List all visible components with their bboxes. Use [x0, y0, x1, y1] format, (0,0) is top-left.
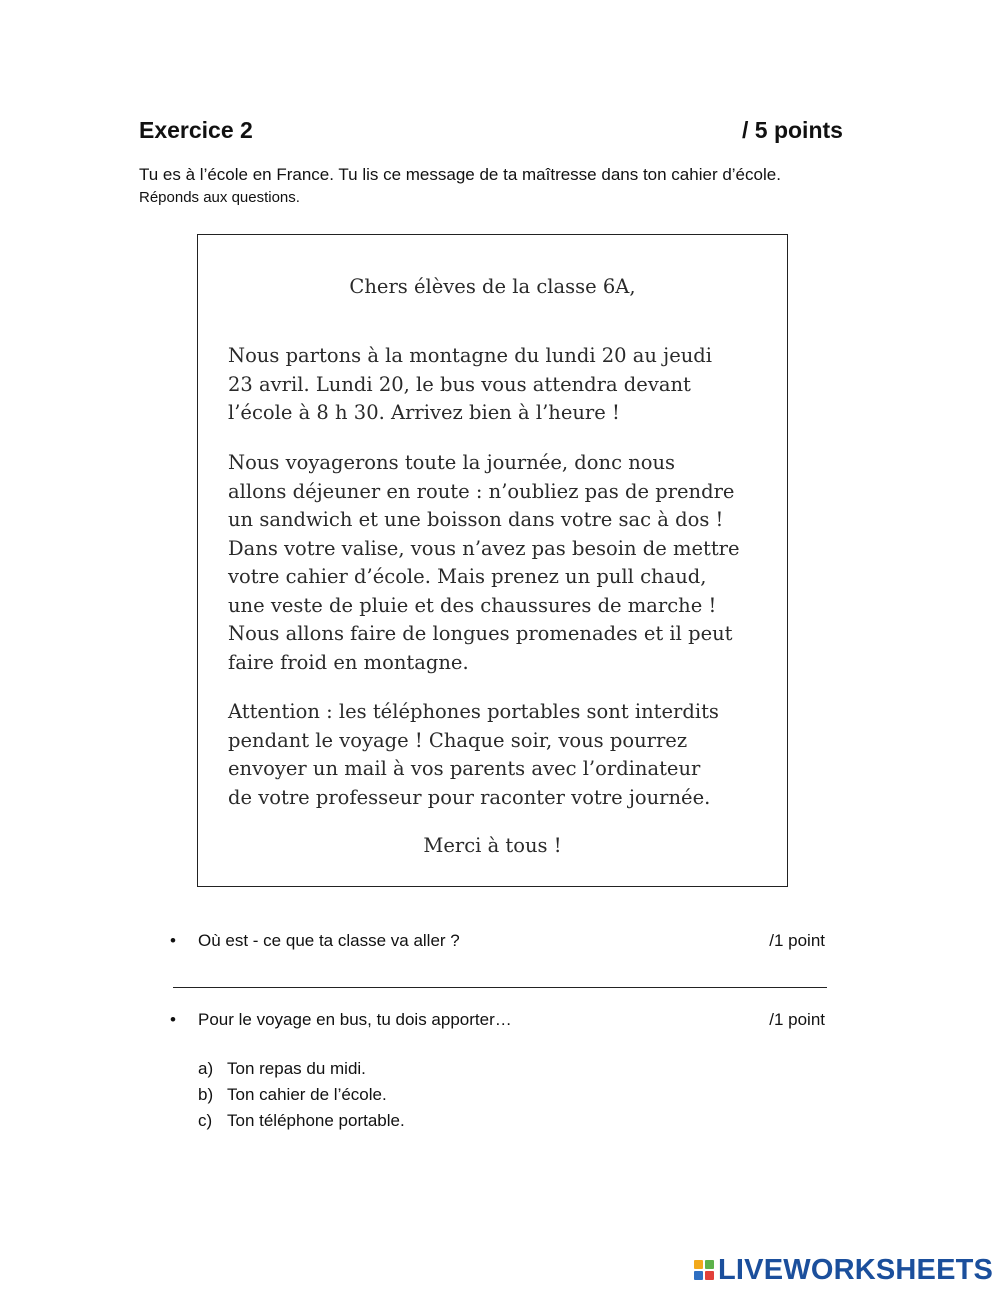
letter-line: envoyer un mail à vos parents avec l’ordinateur [228, 757, 701, 780]
letter-line: votre cahier d’école. Mais prenez un pull chaud, [228, 565, 707, 588]
letter-line: un sandwich et une boisson dans votre sac à dos ! [228, 508, 724, 531]
total-points: / 5 points [742, 117, 843, 143]
question-points: /1 point [769, 931, 825, 950]
letter-line: Nous voyagerons toute la journée, donc nous [228, 451, 676, 474]
letter-line: une veste de pluie et des chaussures de marche ! [228, 593, 717, 617]
letter-line: allons déjeuner en route : n’oubliez pas de prendre [228, 479, 735, 503]
liveworksheets-logo [694, 1253, 994, 1286]
letter-paragraph-2 [228, 449, 767, 677]
letter-closing: Merci à tous ! [423, 834, 562, 857]
instruction-line-2: Réponds aux questions. [139, 189, 300, 206]
logo-square [705, 1271, 714, 1280]
logo-grid-icon [694, 1260, 714, 1280]
letter-box [197, 234, 788, 887]
letter-line: pendant le voyage ! Chaque soir, vous pourrez [228, 728, 688, 752]
instruction-line-1: Tu es à l’école en France. Tu lis ce message de ta maîtresse dans ton cahier d’école. [139, 165, 781, 184]
logo-square [694, 1271, 703, 1280]
letter-line: Nous allons faire de longues promenades et il peut [228, 622, 733, 645]
option-letter: c) [198, 1111, 213, 1130]
letter-line: Nous partons à la montagne du lundi 20 au jeudi [228, 344, 713, 367]
letter-paragraph-3 [228, 698, 767, 812]
option-text: Ton cahier de l’école. [227, 1085, 387, 1104]
letter-greeting: Chers élèves de la classe 6A, [349, 275, 636, 298]
exercise-title: Exercice 2 [139, 117, 253, 143]
letter-line: Attention : les téléphones portables sont interdits [228, 700, 719, 723]
option-text: Ton téléphone portable. [227, 1111, 405, 1130]
logo-text: LIVEWORKSHEETS [718, 1253, 994, 1286]
letter-line: faire froid en montagne. [228, 650, 469, 674]
option-letter: b) [198, 1085, 214, 1104]
bullet-icon: • [170, 1010, 176, 1029]
bullet-icon: • [170, 931, 176, 950]
letter-line: de votre professeur pour raconter votre journée. [228, 785, 711, 809]
answer-line[interactable] [173, 987, 827, 988]
option-letter: a) [198, 1059, 214, 1078]
logo-square [705, 1260, 714, 1269]
letter-paragraph-1 [228, 342, 767, 428]
option-text: Ton repas du midi. [227, 1059, 366, 1078]
question-text: Où est - ce que ta classe va aller ? [198, 931, 460, 950]
letter-line: Dans votre valise, vous n’avez pas besoin de mettre [228, 536, 740, 560]
logo-square [694, 1260, 703, 1269]
question-text: Pour le voyage en bus, tu dois apporter… [198, 1010, 512, 1029]
question-points: /1 point [769, 1010, 825, 1029]
letter-line: l’école à 8 h 30. Arrivez bien à l’heure ! [228, 401, 620, 424]
letter-line: 23 avril. Lundi 20, le bus vous attendra devant [228, 372, 691, 396]
